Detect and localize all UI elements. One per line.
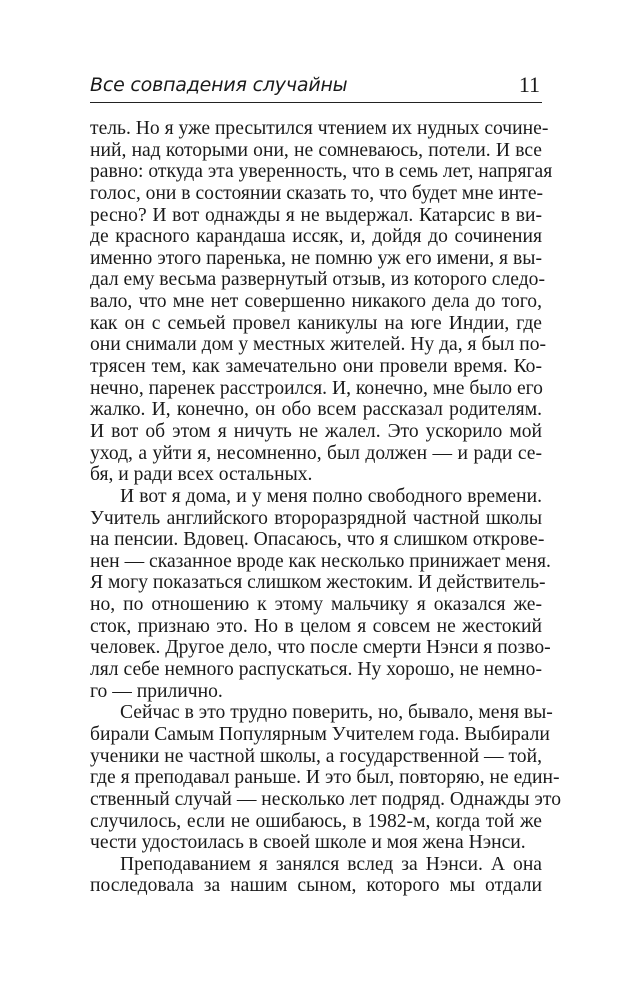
text-line: де красного карандаша иссяк, и, дойдя до сочинения xyxy=(90,226,542,248)
text-line: лял себе немного распускаться. Ну хорошо, не немно- xyxy=(90,659,542,681)
text-line: дал ему весьма развернутый отзыв, из которого следо- xyxy=(90,269,545,291)
paragraph xyxy=(90,485,551,702)
text-line: они снимали дом у местных жителей. Ну да, я был по- xyxy=(90,334,547,356)
paragraph xyxy=(90,854,542,897)
text-line: И вот я дома, и у меня полно свободного времени. xyxy=(120,485,542,507)
text-line: равно: откуда эта уверенность, что в семь лет, напрягая xyxy=(90,161,553,183)
text-line: нен — сказанное вроде как несколько принижает меня. xyxy=(90,550,551,572)
text-line: ресно? И вот однажды я не выдержал. Катарсис в ви- xyxy=(90,204,542,226)
text-line: уход, а уйти я, несомненно, был должен — и ради се- xyxy=(90,442,542,464)
text-line: последовала за нашим сыном, которого мы отдали xyxy=(90,875,542,897)
text-line: ственный случай — несколько лет подряд. Однажды это xyxy=(90,788,561,810)
text-line: сток, признаю это. Но в целом я совсем не жестокий xyxy=(90,615,542,637)
page-number: 11 xyxy=(518,72,540,97)
text-line: бя, и ради всех остальных. xyxy=(90,464,313,486)
text-line: вало, что мне нет совершенно никакого дела до того, xyxy=(90,291,542,313)
text-line: Сейчас в это трудно поверить, но, бывало, меня вы- xyxy=(120,702,553,724)
paragraph xyxy=(90,702,561,854)
text-line: как он с семьей провел каникулы на юге Индии, где xyxy=(90,312,542,334)
text-line: тель. Но я уже пресытился чтением их нудных сочине- xyxy=(90,118,549,139)
text-line: жалко. И, конечно, он обо всем рассказал родителям. xyxy=(90,399,542,421)
text-line: И вот об этом я ничуть не жалел. Это ускорило мой xyxy=(90,420,542,442)
text-line: ученики не частной школы, а государственной — той, xyxy=(90,745,542,767)
running-title: Все совпадения случайны xyxy=(90,74,348,96)
text-line: бирали Самым Популярным Учителем года. Выбирали xyxy=(90,723,550,745)
text-line: голос, они в состоянии сказать то, что будет мне инте- xyxy=(90,182,544,204)
text-line: Преподаванием я занялся вслед за Нэнси. А она xyxy=(120,853,542,875)
text-line: нечно, паренек расстроился. И, конечно, мне было его xyxy=(90,377,543,399)
running-header xyxy=(90,72,542,103)
body-text xyxy=(90,118,561,897)
text-line: трясен тем, как замечательно они провели время. Ко- xyxy=(90,356,542,378)
text-line: где я преподавал раньше. И это был, повторяю, не един- xyxy=(90,767,560,789)
text-line: на пенсии. Вдовец. Опасаюсь, что я слишком открове- xyxy=(90,529,545,551)
text-line: Учитель английского второразрядной частной школы xyxy=(90,507,542,529)
text-line: Я могу показаться слишком жестоким. И действитель- xyxy=(90,572,546,594)
text-line: случилось, если не ошибаюсь, в 1982-м, когда той же xyxy=(90,810,542,832)
text-line: человек. Другое дело, что после смерти Нэнси я позво- xyxy=(90,637,551,659)
text-line: но, по отношению к этому мальчику я оказался же- xyxy=(90,594,542,616)
text-line: чести удостоилась в своей школе и моя жена Нэнси. xyxy=(90,832,526,854)
paragraph xyxy=(90,118,553,486)
text-line: именно этого паренька, не помню уж его имени, я вы- xyxy=(90,247,542,269)
text-line: ний, над которыми они, не сомневаюсь, потели. И все xyxy=(90,139,542,161)
text-line: го — прилично. xyxy=(90,680,223,702)
